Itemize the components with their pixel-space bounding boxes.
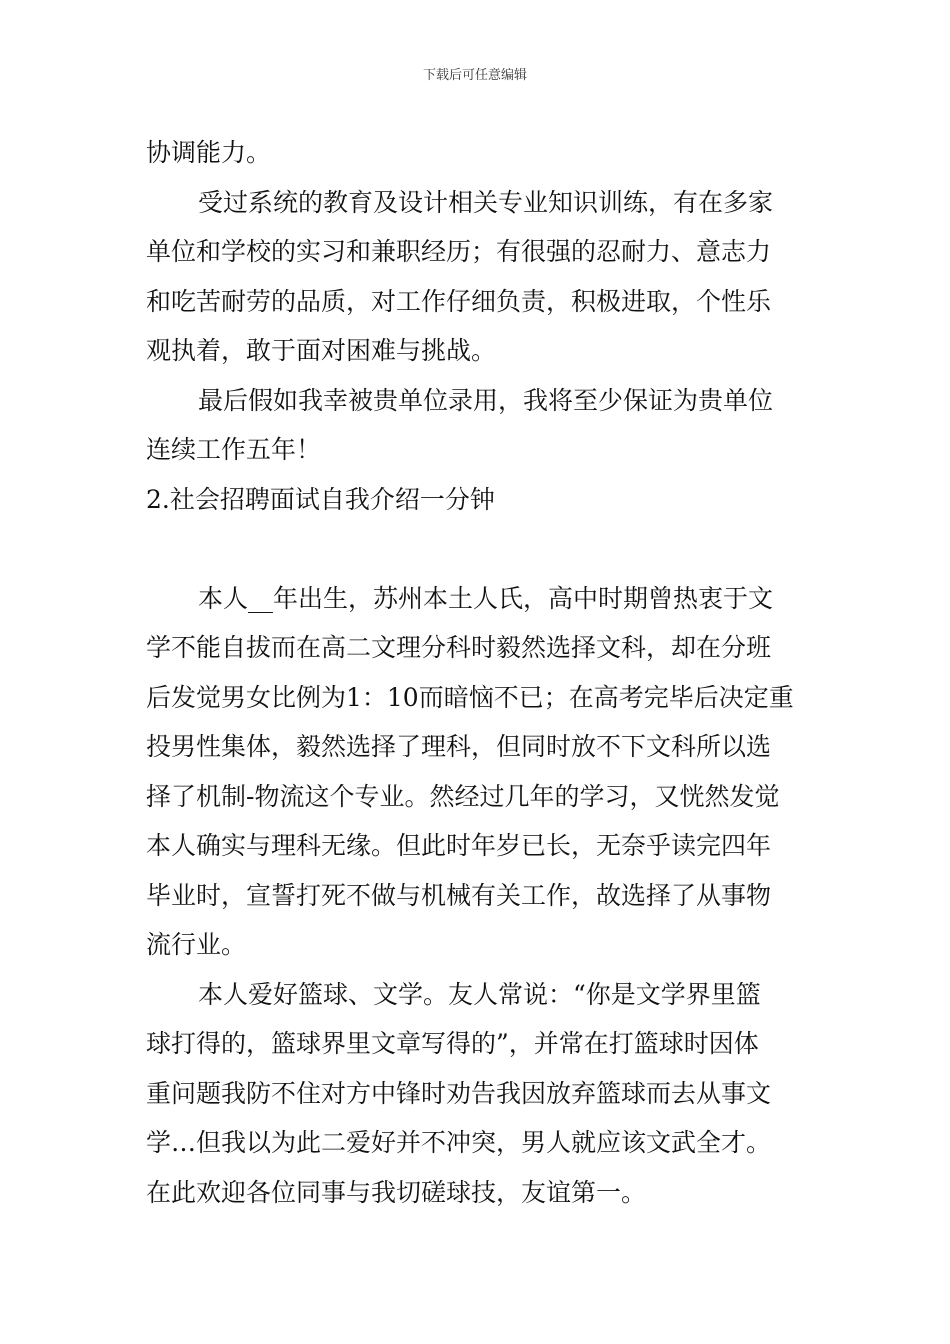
text-line: 协调能力。 <box>146 138 272 167</box>
text-line: 本人__年出生，苏州本土人氏，高中时期曾热衷于文 <box>198 583 774 613</box>
section-heading: 2.社会招聘面试自我介绍一分钟 <box>146 484 495 514</box>
text-line: 单位和学校的实习和兼职经历；有很强的忍耐力、意志力 <box>146 237 772 266</box>
document-body <box>146 128 810 1217</box>
text-line: 球打得的，篮球界里文章写得的”，并常在打篮球时因体 <box>146 1029 759 1058</box>
text-line: 受过系统的教育及设计相关专业知识训练，有在多家 <box>198 187 774 217</box>
text-line: 投男性集体，毅然选择了理科，但同时放不下文科所以选 <box>146 732 772 761</box>
text-line: 重问题我防不住对方中锋时劝告我因放弃篮球而去从事文 <box>146 1078 772 1108</box>
page-header: 下载后可任意编辑 <box>422 68 527 83</box>
text-line: 择了机制-物流这个专业。然经过几年的学习，又恍然发觉 <box>146 781 780 811</box>
text-line: 后发觉男女比例为1：10而暗恼不已；在高考完毕后决定重 <box>146 682 794 712</box>
text-line: 在此欢迎各位同事与我切磋球技，友谊第一。 <box>146 1177 647 1207</box>
text-line: 连续工作五年！ <box>146 435 322 464</box>
text-line: 学…但我以为此二爱好并不冲突，男人就应该文武全才。 <box>146 1128 772 1157</box>
blank-line <box>146 524 810 574</box>
text-line: 最后假如我幸被贵单位录用，我将至少保证为贵单位 <box>198 385 774 415</box>
text-line: 流行业。 <box>146 930 247 959</box>
text-line: 毕业时，宣誓打死不做与机械有关工作，故选择了从事物 <box>146 880 772 910</box>
text-line: 本人爱好篮球、文学。友人常说：“你是文学界里篮 <box>198 979 761 1009</box>
text-line: 和吃苦耐劳的品质，对工作仔细负责，积极进取，个性乐 <box>146 286 772 316</box>
text-line: 本人确实与理科无缘。但此时年岁已长，无奈乎读完四年 <box>146 831 772 860</box>
text-line: 学不能自拔而在高二文理分科时毅然选择文科，却在分班 <box>146 633 772 662</box>
text-line: 观执着，敢于面对困难与挑战。 <box>146 336 497 365</box>
